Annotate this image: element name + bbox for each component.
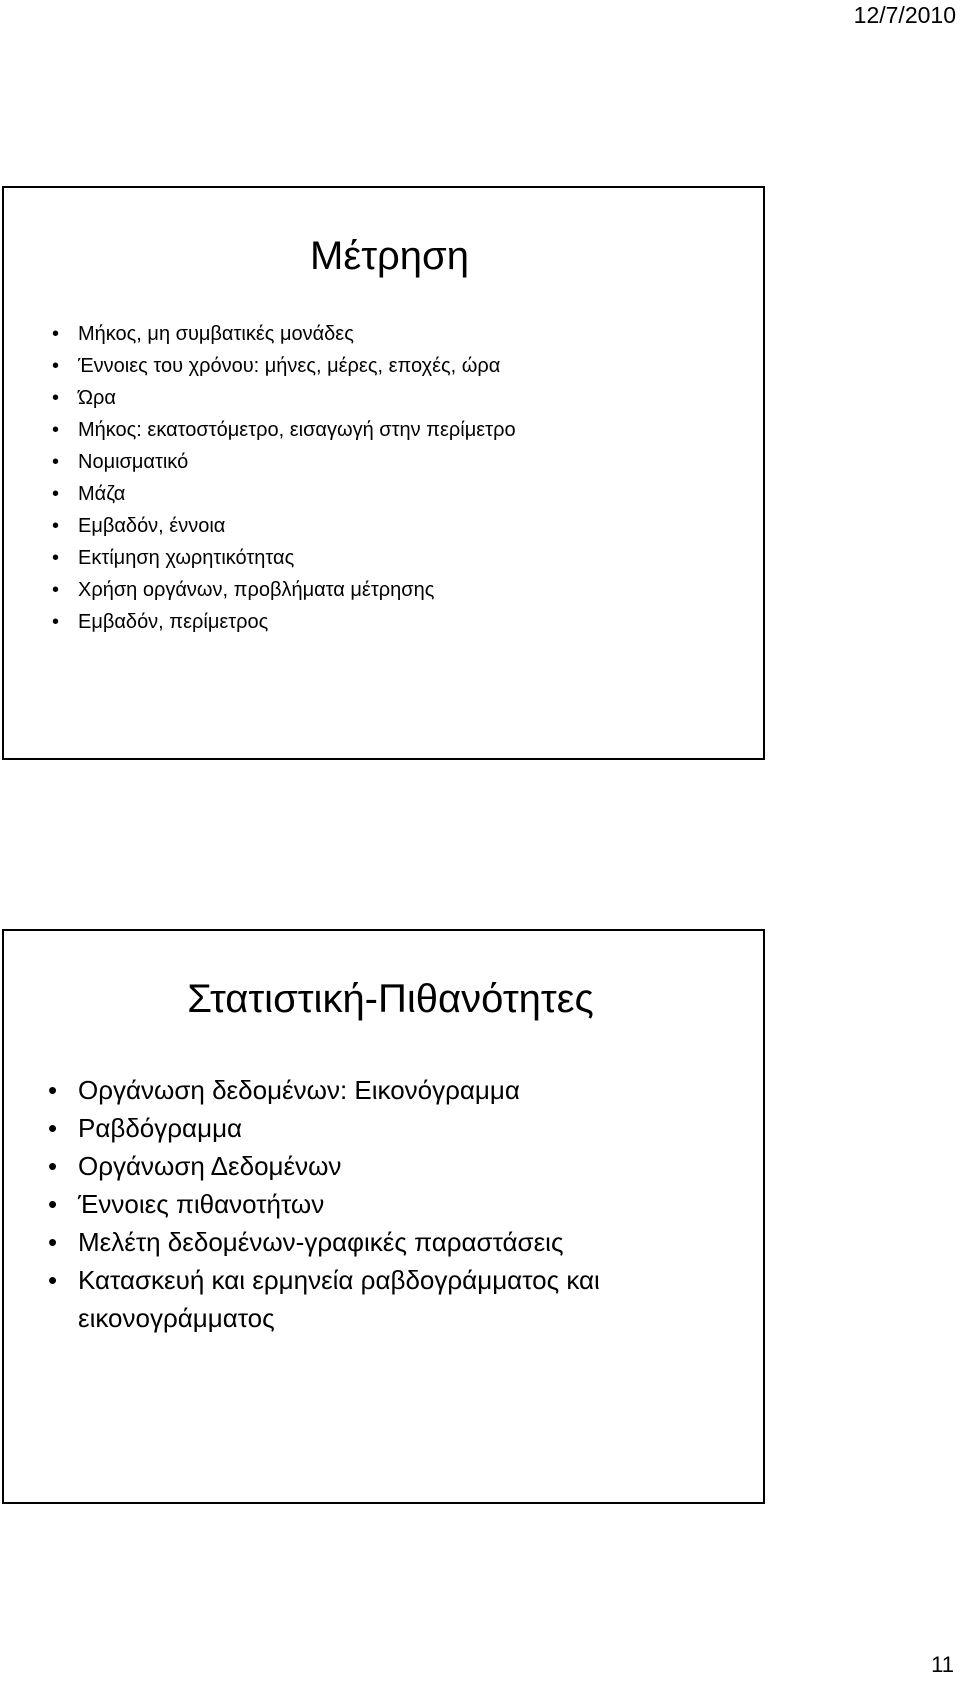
bullet-list <box>48 1071 743 1337</box>
list-item <box>48 1147 743 1185</box>
list-item-text: Οργάνωση δεδομένων: Εικονόγραμμα <box>78 1075 520 1105</box>
list-item <box>52 350 743 382</box>
list-item <box>48 1261 743 1337</box>
bullet-dot-icon: • <box>52 611 60 633</box>
list-item <box>52 382 743 414</box>
list-item-text: Έννοιες του χρόνου: μήνες, μέρες, εποχές, ώρα <box>78 355 501 377</box>
bullet-dot-icon: • <box>52 547 60 569</box>
list-item <box>48 1071 743 1109</box>
bullet-dot-icon: • <box>52 323 60 345</box>
bullet-dot-icon: • <box>52 419 60 441</box>
list-item <box>48 1185 743 1223</box>
list-item-text: Μάζα <box>78 483 126 505</box>
bullet-dot-icon: • <box>48 1189 58 1219</box>
list-item <box>52 606 743 638</box>
list-item <box>52 446 743 478</box>
list-item-text: Μήκος, μη συμβατικές μονάδες <box>78 323 354 345</box>
list-item-text: Ραβδόγραμμα <box>78 1113 243 1143</box>
list-item-text: Μήκος: εκατοστόμετρο, εισαγωγή στην περίμετρο <box>78 419 516 441</box>
page-date: 12/7/2010 <box>853 2 956 28</box>
list-item-text: Χρήση οργάνων, προβλήματα μέτρησης <box>78 579 435 601</box>
list-item-text: Κατασκευή και ερμηνεία ραβδογράμματος και εικονογράμματος <box>78 1265 600 1333</box>
bullet-dot-icon: • <box>52 579 60 601</box>
list-item <box>52 414 743 446</box>
list-item-text: Ώρα <box>78 387 116 409</box>
page-number: 11 <box>931 1652 954 1677</box>
bullet-dot-icon: • <box>48 1227 58 1257</box>
bullet-dot-icon: • <box>52 483 60 505</box>
bullet-dot-icon: • <box>48 1113 58 1143</box>
bullet-dot-icon: • <box>48 1075 58 1105</box>
bullet-dot-icon: • <box>48 1265 58 1295</box>
slide-measurement <box>2 186 765 760</box>
slide-title: Μέτρηση <box>310 234 469 278</box>
bullet-dot-icon: • <box>52 451 60 473</box>
bullet-list <box>52 318 743 638</box>
list-item-text: Μελέτη δεδομένων-γραφικές παραστάσεις <box>78 1227 564 1257</box>
list-item <box>52 318 743 350</box>
list-item <box>48 1109 743 1147</box>
list-item-text: Εκτίμηση χωρητικότητας <box>78 547 295 569</box>
bullet-dot-icon: • <box>48 1151 58 1181</box>
list-item <box>48 1223 743 1261</box>
list-item-text: Οργάνωση Δεδομένων <box>78 1151 342 1181</box>
bullet-dot-icon: • <box>52 355 60 377</box>
slide-title: Στατιστική-Πιθανότητες <box>187 977 594 1021</box>
bullet-dot-icon: • <box>52 515 60 537</box>
list-item <box>52 478 743 510</box>
list-item <box>52 574 743 606</box>
list-item-text: Νομισματικό <box>78 451 189 473</box>
list-item-text: Έννοιες πιθανοτήτων <box>78 1189 325 1219</box>
slide-statistics-probability <box>2 929 765 1504</box>
list-item <box>52 510 743 542</box>
list-item-text: Εμβαδόν, περίμετρος <box>78 611 269 633</box>
bullet-dot-icon: • <box>52 387 60 409</box>
list-item-text: Εμβαδόν, έννοια <box>78 515 226 537</box>
list-item <box>52 542 743 574</box>
